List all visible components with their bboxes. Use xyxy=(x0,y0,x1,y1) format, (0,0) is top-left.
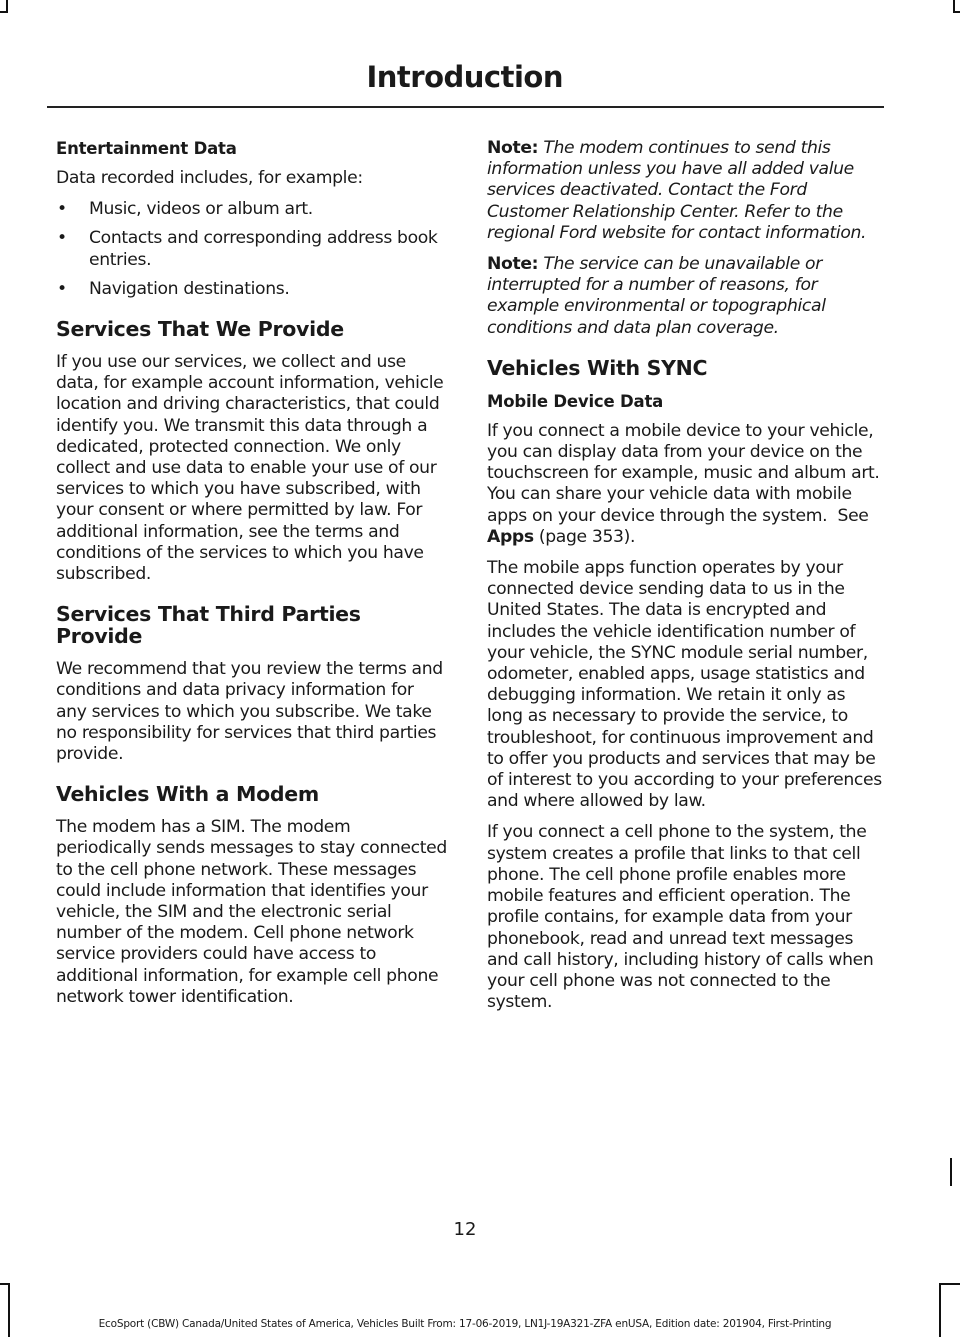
note-text: The service can be unavailable or interrupted for a number of reasons, for example environmental or topographical conditions and data plan coverage. xyxy=(487,254,826,338)
crop-mark-bottom-right xyxy=(939,1283,941,1337)
service-note xyxy=(487,254,882,339)
cell-phone-profile-body: If you connect a cell phone to the system, the system creates a profile that links to that cell phone. The cell phone profile enables more mobile features and efficient operation. The profile contains, for example data from your phonebook, read and unread text messages and call history, including history of calls when your cell phone was not connected to the system. xyxy=(487,822,874,1013)
page-reference: (page 353). xyxy=(533,526,636,547)
note-text: The modem continues to send this information unless you have all added value services deactivated. Contact the Ford Customer Relationship Center. Refer to the regional Ford website for contact information. xyxy=(487,138,867,243)
third-party-services-heading: Services That Third Parties Provide xyxy=(56,602,361,649)
crop-mark-right-edge xyxy=(950,1158,952,1186)
page-title: Introduction xyxy=(366,60,563,94)
mobile-body-text: If you connect a mobile device to your vehicle, you can display data from your device on the touchscreen for example, music and album art. You can share your vehicle data with mobile apps on your device through the system. See xyxy=(487,420,885,526)
bullet-marker: • xyxy=(57,278,67,299)
entertainment-intro: Data recorded includes, for example: xyxy=(56,168,363,188)
right-column xyxy=(487,138,885,1023)
apps-reference-link[interactable]: Apps xyxy=(487,526,534,547)
crop-mark-bottom-right-h xyxy=(939,1283,960,1285)
mobile-device-data-heading: Mobile Device Data xyxy=(487,391,664,411)
bullet-marker: • xyxy=(57,199,67,220)
mobile-device-data-body xyxy=(487,420,885,548)
note-label: Note: xyxy=(487,138,539,158)
third-party-services-body: We recommend that you review the terms and conditions and data privacy information for any services to which you subscribe. We take no responsibility for services that third parties provide. xyxy=(56,659,443,765)
crop-mark-top-left-h xyxy=(0,11,8,13)
note-label: Note: xyxy=(487,254,539,275)
bullet-marker: • xyxy=(57,228,67,249)
crop-mark-bottom-left-h xyxy=(0,1283,10,1285)
edition-footer: EcoSport (CBW) Canada/United States of America, Vehicles Built From: 17-06-2019, LN1J-19A321-ZFA enUSA, Edition date: 201904, First-Printing xyxy=(98,1318,832,1330)
vehicles-with-sync-heading: Vehicles With SYNC xyxy=(487,355,708,380)
list-item xyxy=(56,228,448,270)
list-item xyxy=(56,279,448,300)
header-rule xyxy=(47,106,884,108)
list-item-text: Navigation destinations. xyxy=(89,278,290,299)
list-item-text: Contacts and corresponding address book entries. xyxy=(89,228,438,270)
services-we-provide-body: If you use our services, we collect and use data, for example account information, vehicle location and driving characteristics, that could identify you. We transmit this data through a dedicated, protected connection. We only collect and use data to enable your use of our services to which you have subscribed, with your consent or where permitted by law. For additional information, see the terms and conditions of the services to which you have subscribed. xyxy=(56,352,444,585)
services-we-provide-heading: Services That We Provide xyxy=(56,317,344,342)
list-item xyxy=(56,199,448,220)
entertainment-data-heading: Entertainment Data xyxy=(56,139,237,158)
entertainment-list xyxy=(56,199,448,300)
crop-mark-top-right-h xyxy=(953,11,960,13)
vehicles-with-modem-body: The modem has a SIM. The modem periodically sends messages to stay connected to the cell phone network. These messages could include information that identifies your vehicle, the SIM and the electronic serial number of the modem. Cell phone network service providers could have access to additional information, for example cell phone network tower identification. xyxy=(56,817,447,1007)
page-number: 12 xyxy=(453,1219,477,1240)
modem-note xyxy=(487,138,882,244)
left-column xyxy=(56,138,448,1018)
list-item-text: Music, videos or album art. xyxy=(89,199,313,220)
vehicles-with-modem-heading: Vehicles With a Modem xyxy=(56,782,319,807)
mobile-apps-body: The mobile apps function operates by your connected device sending data to us in the United States. The data is encrypted and includes the vehicle identification number of your vehicle, the SYNC module serial number, odometer, enabled apps, usage statistics and debugging information. We retain it only as long as necessary to provide the service, to troubleshoot, for continuous improvement and to offer you products and services that may be of interest to you according to your preferences and where allowed by law. xyxy=(487,558,882,812)
